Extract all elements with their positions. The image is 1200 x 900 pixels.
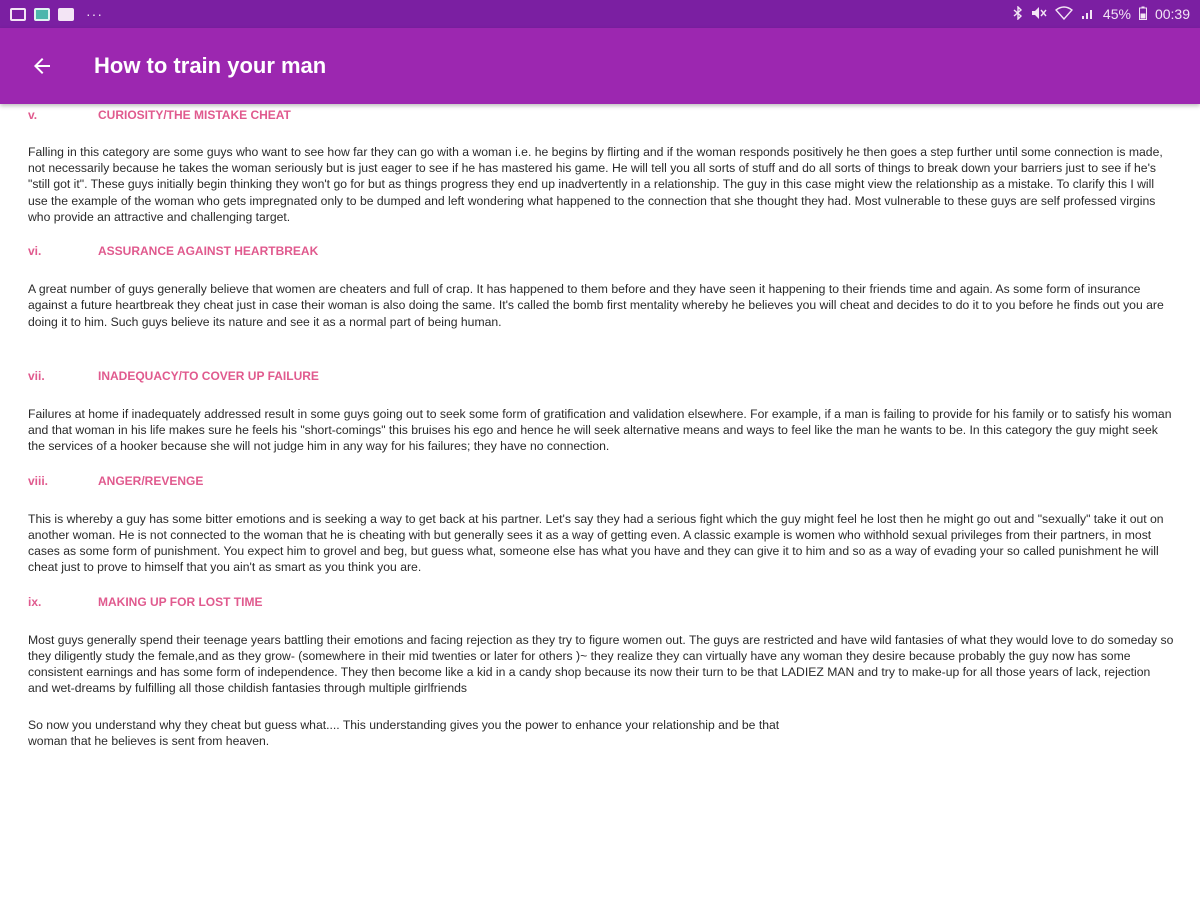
section-number: vii. [28, 368, 45, 383]
section-number: vi. [28, 244, 42, 259]
section-title: INADEQUACY/TO COVER UP FAILURE [98, 368, 319, 383]
app-bar [0, 28, 1200, 104]
app-icon [34, 8, 50, 21]
status-notifications [10, 6, 103, 22]
section-title: ANGER/REVENGE [98, 473, 204, 488]
section-number: ix. [28, 594, 42, 609]
section-heading [28, 594, 1174, 610]
more-notifications-icon: ··· [86, 6, 103, 22]
section-paragraph: Falling in this category are some guys who want to see how far they can go with a woman i.e. he begins by flirting and if the woman responds positively he then goes a step further until some connection is made, not necessarily because he takes the woman seriously but is just eager to see if he has mastered his game. He will tell you all sorts of stuff and do all sorts of things to break down your barriers just to see if he's "still got it". These guys initially begin thinking they won't go for but as things progress they end up inadvertently in a relationship. The guy in this case might view the relationship as a mistake. To clarify this I will use the example of the woman who gets impregnated only to be dumped and left wondering what happened to the connection that she thought they had. Most vulnerable to these guys are self professed virgins who provide an attractive and challenging target. [28, 145, 1163, 224]
section-paragraph: Failures at home if inadequately addressed result in some guys going out to seek some form of gratification and validation elsewhere. For example, if a man is failing to provide for his family or to satisfy his woman and that woman in his life makes sure he feels his "short-comings" this bruises his ego and hence he will seek alternative means and ways to feel like the man he wants to be. In this category the guy might seek the services of a hooker because she will not judge him in any way for his failures; they have no connection. [28, 407, 1172, 454]
section-title: MAKING UP FOR LOST TIME [98, 594, 263, 609]
closing-line: So now you understand why they cheat but guess what.... This understanding gives you the power to enhance your relationship and be that [28, 717, 780, 732]
status-system [1013, 6, 1190, 23]
mail-icon [58, 8, 74, 21]
section-title: ASSURANCE AGAINST HEARTBREAK [98, 244, 319, 259]
back-button[interactable] [14, 38, 70, 94]
article-body [28, 144, 1174, 749]
status-bar [0, 0, 1200, 28]
mute-icon [1031, 6, 1047, 23]
status-time: 00:39 [1154, 6, 1190, 22]
article-content[interactable] [0, 104, 1200, 900]
signal-icon [1081, 6, 1095, 23]
section-paragraph: Most guys generally spend their teenage years battling their emotions and facing rejection as they try to figure women out. The guys are restricted and have wild fantasies of what they would love to do someday so they diligently study the female,and as they grow- (somewhere in their mid twenties or later for others )~ they realize they can virtually have any woman they desire because probably the guy now has some consistent earnings and has some form of independence. They then become like a kid in a candy shop because its now their turn to be that LADIEZ MAN and try to make-up for all those years of lack, rejection and wet-dreams by fulfilling all those childish fantasies through multiple girlfriends [28, 632, 1174, 696]
section-paragraph: This is whereby a guy has some bitter emotions and is seeking a way to get back at his partner. Let's say they had a serious fight which the guy might feel he lost then he might go out and "sexually" take it out on another woman. He is not connected to the woman that he is cheating with but generally sees it as a way of getting even. A classic example is women who withhold sexual privileges from their partners, in most cases as some form of punishment. You expect him to grovel and beg, but guess what, someone else has what you have and they can give it to him and so as a way of evading your so called punishment he will cheat just to prove to himself that you ain't as smart as you think you are. [28, 511, 1164, 575]
section-heading [28, 243, 1174, 259]
section-number: v. [28, 108, 38, 122]
section-heading [28, 473, 1174, 489]
closing-line: woman that he believes is sent from heaven. [28, 733, 270, 748]
bluetooth-icon [1013, 6, 1023, 23]
section-title: CURIOSITY/THE MISTAKE CHEAT [98, 108, 291, 122]
battery-icon [1139, 6, 1147, 23]
section-heading [28, 368, 1174, 384]
wifi-icon [1055, 6, 1073, 23]
page-title: How to train your man [94, 53, 327, 78]
arrow-left-icon [30, 54, 54, 78]
battery-level: 45% [1102, 6, 1131, 22]
section-paragraph: A great number of guys generally believe that women are cheaters and full of crap. It has happened to them before and they have seen it happening to their friends time and again. As some form of insurance against a future heartbreak they cheat just in case their woman is also doing the same. It's called the bomb first mentality whereby he believes you will cheat and decides to do it to you before he finds out you are doing it to him. Such guys believe its nature and see it as a normal part of being human. [28, 282, 1164, 329]
closing-paragraph [28, 717, 1174, 749]
section-number: viii. [28, 473, 49, 488]
gallery-icon [10, 8, 26, 21]
section-heading [28, 107, 291, 123]
